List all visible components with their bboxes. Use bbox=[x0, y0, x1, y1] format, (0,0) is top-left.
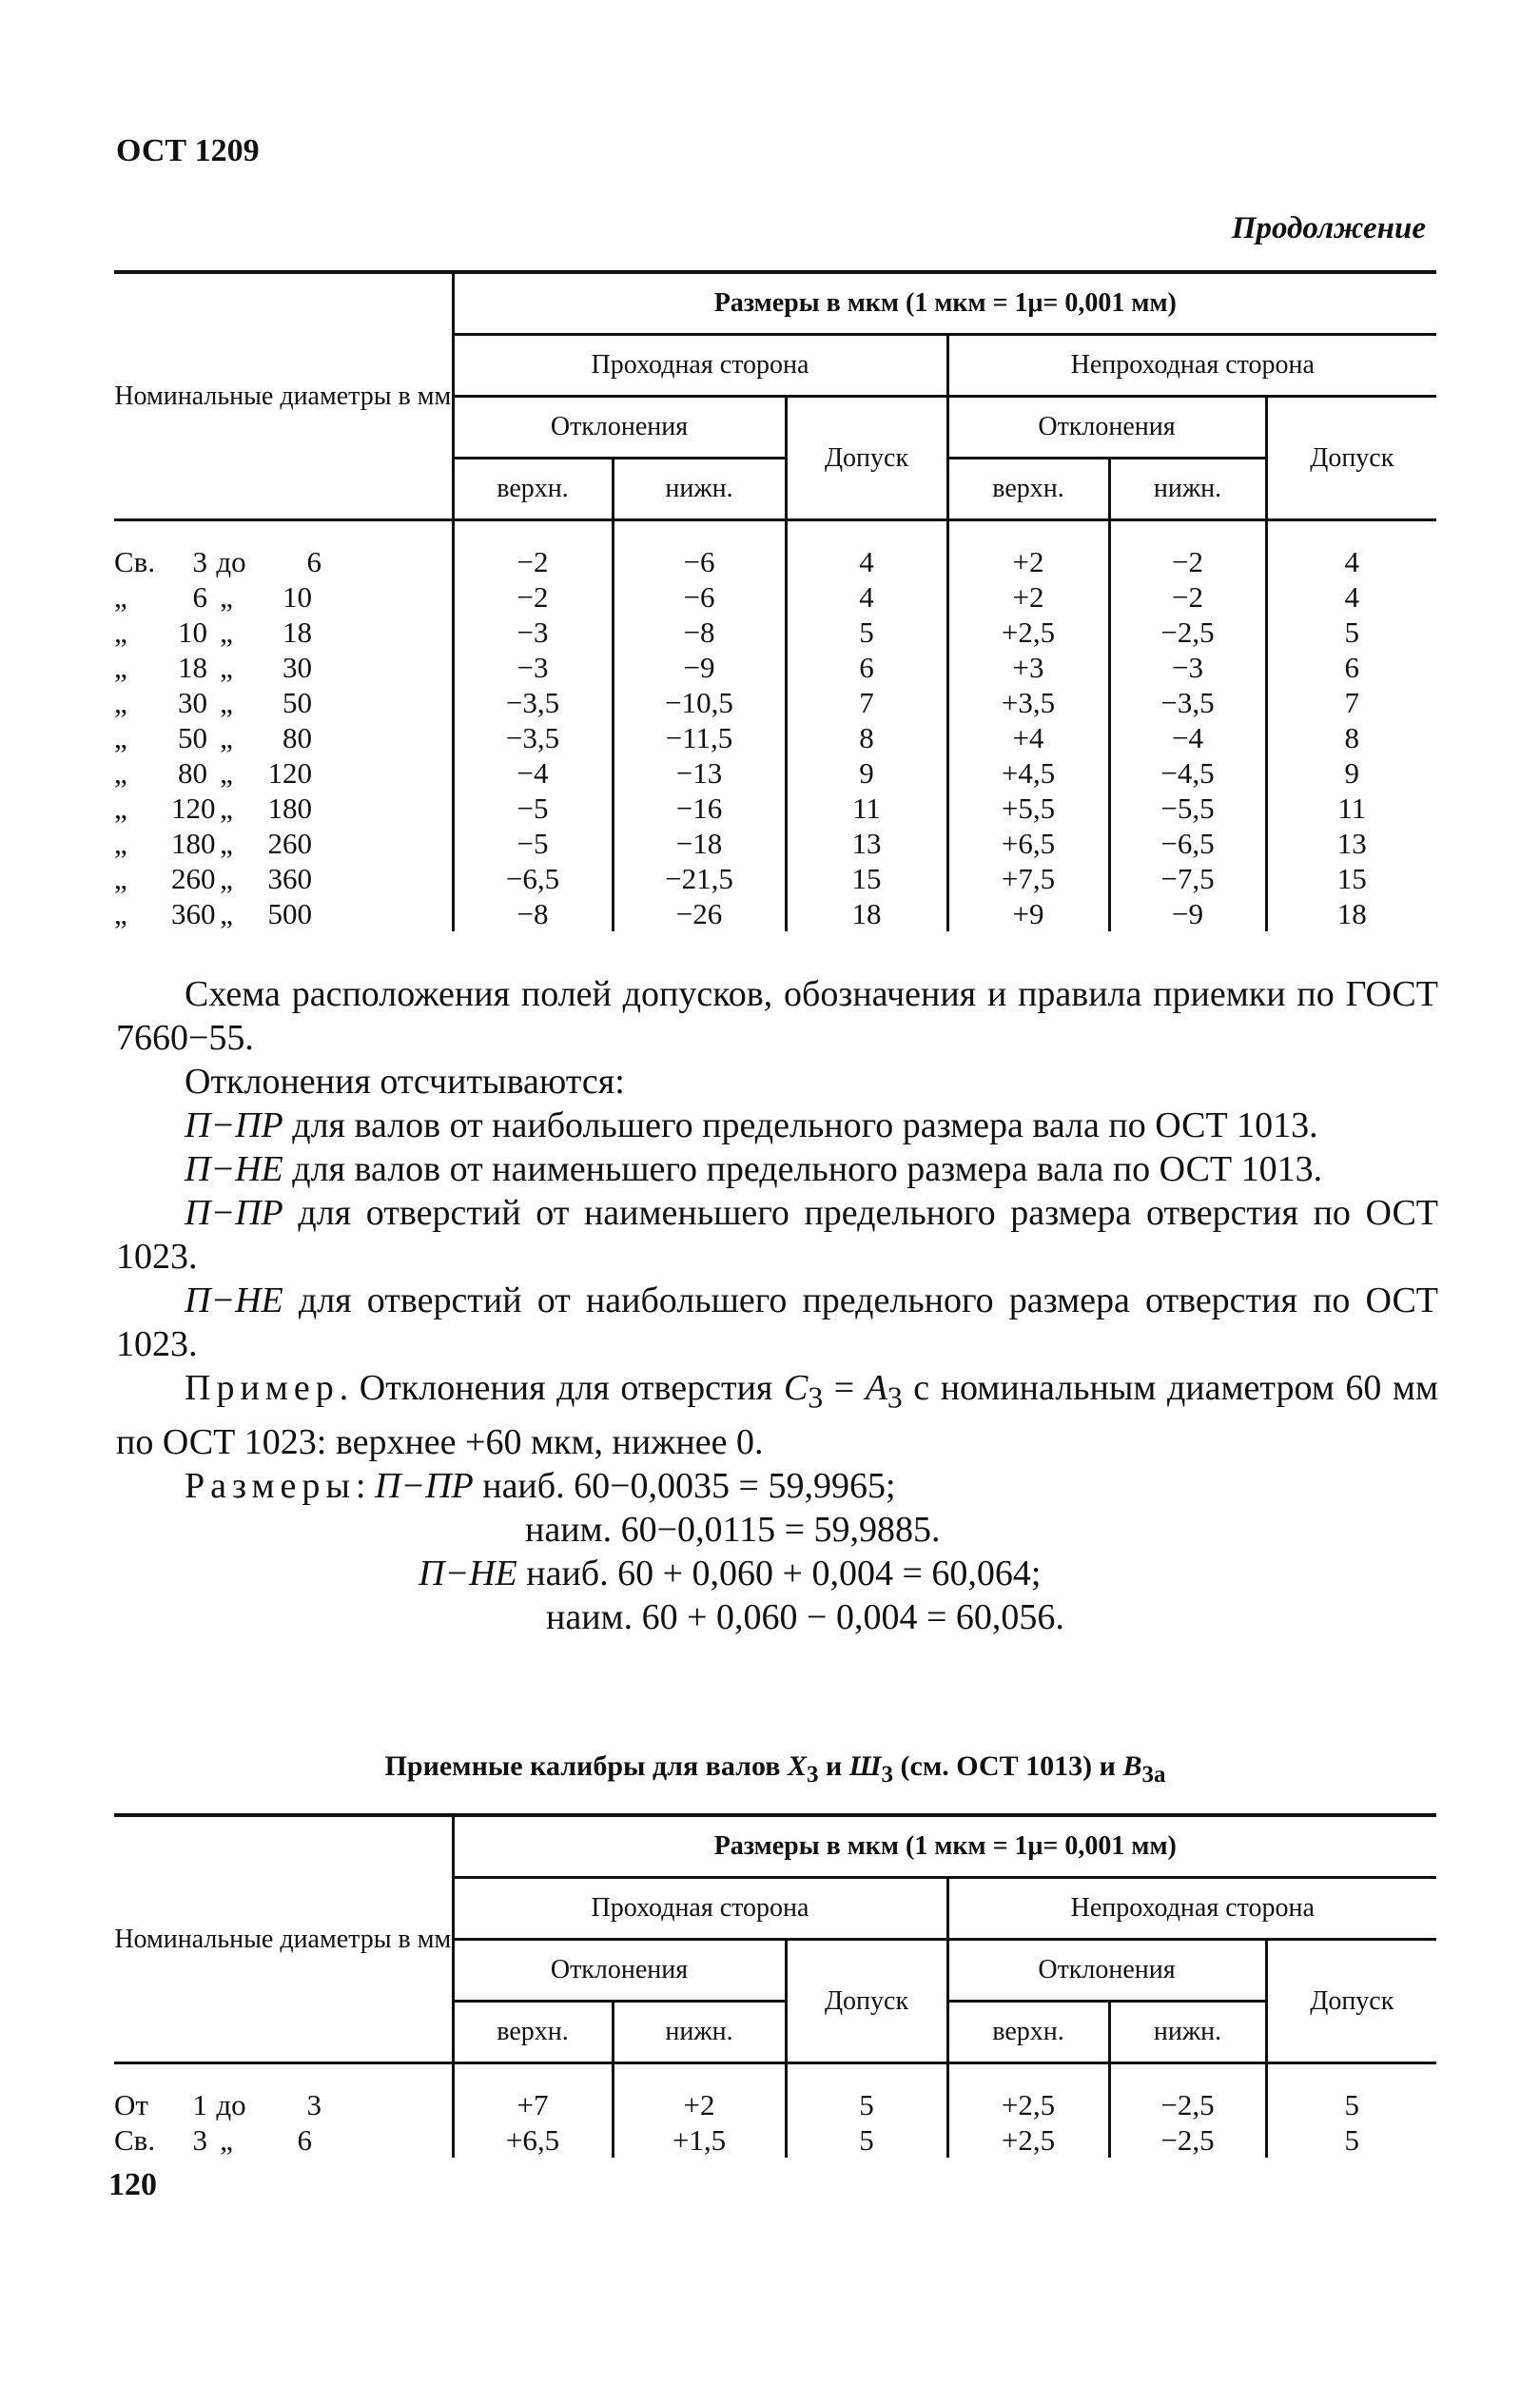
go-lower-header: нижн. bbox=[613, 459, 786, 520]
cell-ng-lo: −2 bbox=[1109, 520, 1266, 580]
cell-go-tol: 4 bbox=[786, 520, 947, 580]
cell-ng-lo: −3,5 bbox=[1109, 685, 1266, 720]
go-upper-header: верхн. bbox=[453, 459, 613, 520]
paragraph-shaft-go bbox=[116, 1104, 1438, 1147]
nominal-diameter-header: Номинальные диаметры в мм bbox=[114, 272, 453, 520]
cell-go-up: −8 bbox=[453, 896, 613, 931]
range-to: 360 bbox=[267, 862, 312, 895]
range-mid: до bbox=[216, 545, 246, 578]
nogo-upper-header: верхн. bbox=[947, 2002, 1109, 2063]
cell-ng-lo: −2,5 bbox=[1109, 2063, 1266, 2123]
cell-go-up: −5 bbox=[453, 791, 613, 826]
range-mid: „ bbox=[220, 756, 233, 790]
go-tolerance-header: Допуск bbox=[786, 397, 947, 520]
table-2-caption bbox=[114, 1750, 1436, 1788]
cell-go-up: −3 bbox=[453, 650, 613, 685]
go-upper-header: верхн. bbox=[453, 2002, 613, 2063]
range-to: 50 bbox=[283, 686, 312, 719]
term: П−НЕ bbox=[419, 1553, 517, 1593]
cell-go-lo: −9 bbox=[613, 650, 786, 685]
range-pre: „ bbox=[114, 862, 127, 895]
nominal-range-cell bbox=[114, 826, 453, 861]
cell-ng-tol: 5 bbox=[1266, 2122, 1436, 2158]
cell-go-up: +6,5 bbox=[453, 2122, 613, 2158]
cell-go-tol: 15 bbox=[786, 861, 947, 896]
go-lower-header: нижн. bbox=[613, 2002, 786, 2063]
range-mid: „ bbox=[220, 792, 233, 825]
table-row bbox=[114, 650, 1436, 685]
table-row bbox=[114, 579, 1436, 615]
cell-ng-up: +4,5 bbox=[947, 755, 1109, 791]
nogo-deviations-header: Отклонения bbox=[947, 1940, 1266, 2002]
range-from: 30 bbox=[178, 686, 207, 719]
range-to: 6 bbox=[306, 545, 322, 578]
paragraph-hole-go bbox=[116, 1191, 1438, 1279]
paragraph-text: для валов от наибольшего предельного размера вала по ОСТ 1013. bbox=[283, 1105, 1318, 1145]
cell-ng-lo: −2 bbox=[1109, 579, 1266, 615]
cell-ng-tol: 4 bbox=[1266, 520, 1436, 580]
nominal-range-cell bbox=[114, 520, 453, 580]
nogo-side-header: Непроходная сторона bbox=[947, 1878, 1436, 1940]
nominal-diameter-header: Номинальные диаметры в мм bbox=[114, 1815, 453, 2063]
table-row bbox=[114, 861, 1436, 896]
range-mid: „ bbox=[220, 686, 233, 719]
tolerance-table-1 bbox=[114, 270, 1436, 931]
nominal-range-cell bbox=[114, 650, 453, 685]
cell-ng-up: +3 bbox=[947, 650, 1109, 685]
cell-ng-lo: −2,5 bbox=[1109, 2122, 1266, 2158]
range-mid: „ bbox=[220, 897, 233, 930]
cell-go-tol: 8 bbox=[786, 720, 947, 755]
table-row bbox=[114, 2122, 1436, 2158]
paragraph-deviations: Отклонения отсчитываются: bbox=[185, 1062, 625, 1102]
nogo-lower-header: нижн. bbox=[1109, 2002, 1266, 2063]
go-side-header: Проходная сторона bbox=[453, 1878, 947, 1940]
cell-go-up: −2 bbox=[453, 579, 613, 615]
cell-ng-lo: −5,5 bbox=[1109, 791, 1266, 826]
range-from: 360 bbox=[171, 897, 216, 930]
cell-ng-up: +2 bbox=[947, 579, 1109, 615]
nominal-range-cell bbox=[114, 791, 453, 826]
formula-c-sub: 3 bbox=[808, 1380, 824, 1415]
cell-go-tol: 9 bbox=[786, 755, 947, 791]
range-to: 30 bbox=[283, 651, 312, 684]
nominal-range-cell bbox=[114, 2063, 453, 2123]
range-pre: Св. bbox=[114, 545, 156, 578]
cell-go-up: −3,5 bbox=[453, 685, 613, 720]
page-number: 120 bbox=[108, 2167, 157, 2202]
cell-go-tol: 18 bbox=[786, 896, 947, 931]
formula-a: A bbox=[865, 1368, 887, 1408]
cell-go-tol: 11 bbox=[786, 791, 947, 826]
table-row bbox=[114, 2063, 1436, 2123]
cell-ng-lo: −7,5 bbox=[1109, 861, 1266, 896]
range-from: 1 bbox=[192, 2088, 207, 2121]
cell-ng-lo: −3 bbox=[1109, 650, 1266, 685]
range-to: 80 bbox=[283, 721, 312, 754]
table-row bbox=[114, 755, 1436, 791]
paragraph-scheme: Схема расположения полей допусков, обозначения и правила приемки по ГОСТ 7660−55. bbox=[116, 974, 1438, 1058]
sizes-line-4: наим. 60 + 0,060 − 0,004 = 60,056. bbox=[546, 1596, 1064, 1637]
range-to: 120 bbox=[267, 756, 312, 790]
range-from: 3 bbox=[192, 2123, 207, 2157]
cell-go-lo: −18 bbox=[613, 826, 786, 861]
nogo-deviations-header: Отклонения bbox=[947, 397, 1266, 459]
cell-ng-up: +9 bbox=[947, 896, 1109, 931]
cell-ng-tol: 11 bbox=[1266, 791, 1436, 826]
range-to: 18 bbox=[283, 616, 312, 649]
range-from: 50 bbox=[178, 721, 207, 754]
table-row bbox=[114, 685, 1436, 720]
cell-go-up: −6,5 bbox=[453, 861, 613, 896]
range-mid: „ bbox=[220, 862, 233, 895]
cell-ng-up: +5,5 bbox=[947, 791, 1109, 826]
cell-ng-lo: −2,5 bbox=[1109, 615, 1266, 650]
cell-ng-tol: 8 bbox=[1266, 720, 1436, 755]
sizes-text: наиб. 60−0,0035 = 59,9965; bbox=[473, 1465, 896, 1506]
table-row bbox=[114, 791, 1436, 826]
range-pre: „ bbox=[114, 686, 127, 719]
table-row bbox=[114, 896, 1436, 931]
document-id: ОСТ 1209 bbox=[116, 133, 260, 168]
cell-ng-up: +2,5 bbox=[947, 2063, 1109, 2123]
nominal-range-cell bbox=[114, 579, 453, 615]
range-to: 3 bbox=[306, 2088, 322, 2121]
nominal-range-cell bbox=[114, 685, 453, 720]
range-to: 180 bbox=[267, 792, 312, 825]
table-row bbox=[114, 615, 1436, 650]
cell-ng-up: +6,5 bbox=[947, 826, 1109, 861]
cell-go-lo: −16 bbox=[613, 791, 786, 826]
range-pre: От bbox=[114, 2088, 148, 2121]
cell-ng-lo: −4,5 bbox=[1109, 755, 1266, 791]
cell-go-lo: −21,5 bbox=[613, 861, 786, 896]
go-side-header: Проходная сторона bbox=[453, 335, 947, 397]
caption-symbol: X bbox=[787, 1750, 807, 1782]
range-from: 260 bbox=[171, 862, 216, 895]
term: П−ПР bbox=[374, 1465, 474, 1506]
caption-sub: 3 bbox=[881, 1762, 894, 1788]
range-pre: „ bbox=[114, 827, 127, 860]
cell-go-tol: 5 bbox=[786, 615, 947, 650]
nominal-range-cell bbox=[114, 896, 453, 931]
table-row bbox=[114, 720, 1436, 755]
sizes-label: Размеры bbox=[185, 1465, 356, 1506]
nominal-range-cell bbox=[114, 720, 453, 755]
range-pre: „ bbox=[114, 580, 127, 614]
table-row bbox=[114, 520, 1436, 580]
caption-symbol: Ш bbox=[848, 1750, 882, 1782]
range-pre: „ bbox=[114, 792, 127, 825]
cell-go-up: −5 bbox=[453, 826, 613, 861]
cell-ng-tol: 13 bbox=[1266, 826, 1436, 861]
cell-go-tol: 6 bbox=[786, 650, 947, 685]
tolerance-table-2 bbox=[114, 1813, 1436, 2158]
range-mid: до bbox=[216, 2088, 246, 2121]
nominal-range-cell bbox=[114, 861, 453, 896]
cell-ng-tol: 4 bbox=[1266, 579, 1436, 615]
cell-go-up: −3,5 bbox=[453, 720, 613, 755]
range-to: 6 bbox=[297, 2123, 312, 2157]
sizes-text: наиб. 60 + 0,060 + 0,004 = 60,064; bbox=[517, 1553, 1042, 1593]
cell-ng-tol: 18 bbox=[1266, 896, 1436, 931]
range-pre: Св. bbox=[114, 2123, 156, 2157]
cell-go-tol: 4 bbox=[786, 579, 947, 615]
range-mid: „ bbox=[220, 580, 233, 614]
sizes-line-2: наим. 60−0,0115 = 59,9885. bbox=[525, 1509, 941, 1550]
go-deviations-header: Отклонения bbox=[453, 1940, 786, 2002]
cell-go-tol: 5 bbox=[786, 2063, 947, 2123]
range-to: 10 bbox=[283, 580, 312, 614]
cell-go-tol: 5 bbox=[786, 2122, 947, 2158]
sizes-line-3 bbox=[116, 1552, 1438, 1595]
range-mid: „ bbox=[220, 827, 233, 860]
range-mid: „ bbox=[220, 2123, 233, 2157]
colon: : bbox=[355, 1465, 375, 1506]
nogo-side-header: Непроходная сторона bbox=[947, 335, 1436, 397]
go-tolerance-header: Допуск bbox=[786, 1940, 947, 2063]
caption-sub: 3 bbox=[806, 1762, 819, 1788]
paragraph-text: для валов от наименьшего предельного размера вала по ОСТ 1013. bbox=[283, 1149, 1323, 1189]
caption-symbol: B bbox=[1122, 1750, 1142, 1782]
cell-ng-tol: 5 bbox=[1266, 2063, 1436, 2123]
cell-ng-up: +2,5 bbox=[947, 2122, 1109, 2158]
range-from: 10 bbox=[178, 616, 207, 649]
term: П−ПР bbox=[185, 1105, 283, 1145]
cell-go-up: +7 bbox=[453, 2063, 613, 2123]
cell-ng-up: +2 bbox=[947, 520, 1109, 580]
cell-go-lo: −10,5 bbox=[613, 685, 786, 720]
sizes-header: Размеры в мкм (1 мкм = 1μ= 0,001 мм) bbox=[453, 1815, 1436, 1878]
sizes-line-1 bbox=[116, 1464, 1438, 1508]
go-deviations-header: Отклонения bbox=[453, 397, 786, 459]
caption-sub: 3а bbox=[1141, 1762, 1166, 1788]
nogo-lower-header: нижн. bbox=[1109, 459, 1266, 520]
cell-go-up: −2 bbox=[453, 520, 613, 580]
range-from: 80 bbox=[178, 756, 207, 790]
cell-ng-tol: 7 bbox=[1266, 685, 1436, 720]
cell-go-lo: −26 bbox=[613, 896, 786, 931]
caption-text: Приемные калибры для валов bbox=[384, 1750, 788, 1782]
cell-go-lo: −6 bbox=[613, 520, 786, 580]
paragraph-text: для отверстий от наименьшего предельного размера отверстия по ОСТ 1023. bbox=[116, 1193, 1438, 1277]
range-from: 120 bbox=[171, 792, 216, 825]
range-pre: „ bbox=[114, 721, 127, 754]
nogo-tolerance-header: Допуск bbox=[1266, 1940, 1436, 2063]
formula-a-sub: 3 bbox=[887, 1380, 903, 1415]
term: П−НЕ bbox=[185, 1149, 283, 1189]
equals: = bbox=[823, 1368, 866, 1408]
example-label: Пример bbox=[185, 1368, 340, 1408]
caption-text: и bbox=[818, 1750, 849, 1782]
range-pre: „ bbox=[114, 897, 127, 930]
nogo-tolerance-header: Допуск bbox=[1266, 397, 1436, 520]
sizes-header: Размеры в мкм (1 мкм = 1μ= 0,001 мм) bbox=[453, 272, 1436, 335]
cell-go-lo: −13 bbox=[613, 755, 786, 791]
cell-ng-tol: 6 bbox=[1266, 650, 1436, 685]
paragraph-shaft-nogo bbox=[116, 1147, 1438, 1191]
cell-go-tol: 13 bbox=[786, 826, 947, 861]
cell-go-lo: +2 bbox=[613, 2063, 786, 2123]
range-from: 180 bbox=[171, 827, 216, 860]
cell-go-lo: −8 bbox=[613, 615, 786, 650]
table-row bbox=[114, 826, 1436, 861]
range-pre: „ bbox=[114, 616, 127, 649]
caption-text: (см. ОСТ 1013) и bbox=[893, 1750, 1123, 1782]
continuation-label: Продолжение bbox=[1231, 211, 1426, 245]
term: П−НЕ bbox=[185, 1280, 283, 1320]
paragraph-text: с номинальным диаметром 60 мм по ОСТ 1023: верхнее +60 мкм, нижнее 0. bbox=[116, 1368, 1438, 1462]
range-from: 3 bbox=[192, 545, 207, 578]
nominal-range-cell bbox=[114, 2122, 453, 2158]
cell-ng-up: +3,5 bbox=[947, 685, 1109, 720]
range-from: 6 bbox=[192, 580, 207, 614]
paragraph-text: . Отклонения для отверстия bbox=[339, 1368, 784, 1408]
cell-ng-tol: 15 bbox=[1266, 861, 1436, 896]
paragraph-hole-nogo bbox=[116, 1279, 1438, 1366]
body-text bbox=[116, 972, 1438, 1639]
paragraph-example bbox=[116, 1366, 1438, 1464]
term: П−ПР bbox=[185, 1193, 283, 1233]
range-pre: „ bbox=[114, 651, 127, 684]
nominal-range-cell bbox=[114, 755, 453, 791]
cell-go-tol: 7 bbox=[786, 685, 947, 720]
range-mid: „ bbox=[220, 721, 233, 754]
range-mid: „ bbox=[220, 651, 233, 684]
range-to: 500 bbox=[267, 897, 312, 930]
cell-go-lo: −11,5 bbox=[613, 720, 786, 755]
cell-ng-lo: −6,5 bbox=[1109, 826, 1266, 861]
cell-go-up: −3 bbox=[453, 615, 613, 650]
cell-go-lo: −6 bbox=[613, 579, 786, 615]
cell-ng-up: +4 bbox=[947, 720, 1109, 755]
cell-ng-up: +7,5 bbox=[947, 861, 1109, 896]
cell-ng-tol: 9 bbox=[1266, 755, 1436, 791]
paragraph-text: для отверстий от наибольшего предельного размера отверстия по ОСТ 1023. bbox=[116, 1280, 1438, 1364]
cell-ng-tol: 5 bbox=[1266, 615, 1436, 650]
range-to: 260 bbox=[267, 827, 312, 860]
nogo-upper-header: верхн. bbox=[947, 459, 1109, 520]
nominal-range-cell bbox=[114, 615, 453, 650]
cell-go-lo: +1,5 bbox=[613, 2122, 786, 2158]
formula-c: C bbox=[783, 1368, 809, 1408]
cell-ng-lo: −4 bbox=[1109, 720, 1266, 755]
cell-go-up: −4 bbox=[453, 755, 613, 791]
range-pre: „ bbox=[114, 756, 127, 790]
range-from: 18 bbox=[178, 651, 207, 684]
cell-ng-up: +2,5 bbox=[947, 615, 1109, 650]
cell-ng-lo: −9 bbox=[1109, 896, 1266, 931]
range-mid: „ bbox=[220, 616, 233, 649]
